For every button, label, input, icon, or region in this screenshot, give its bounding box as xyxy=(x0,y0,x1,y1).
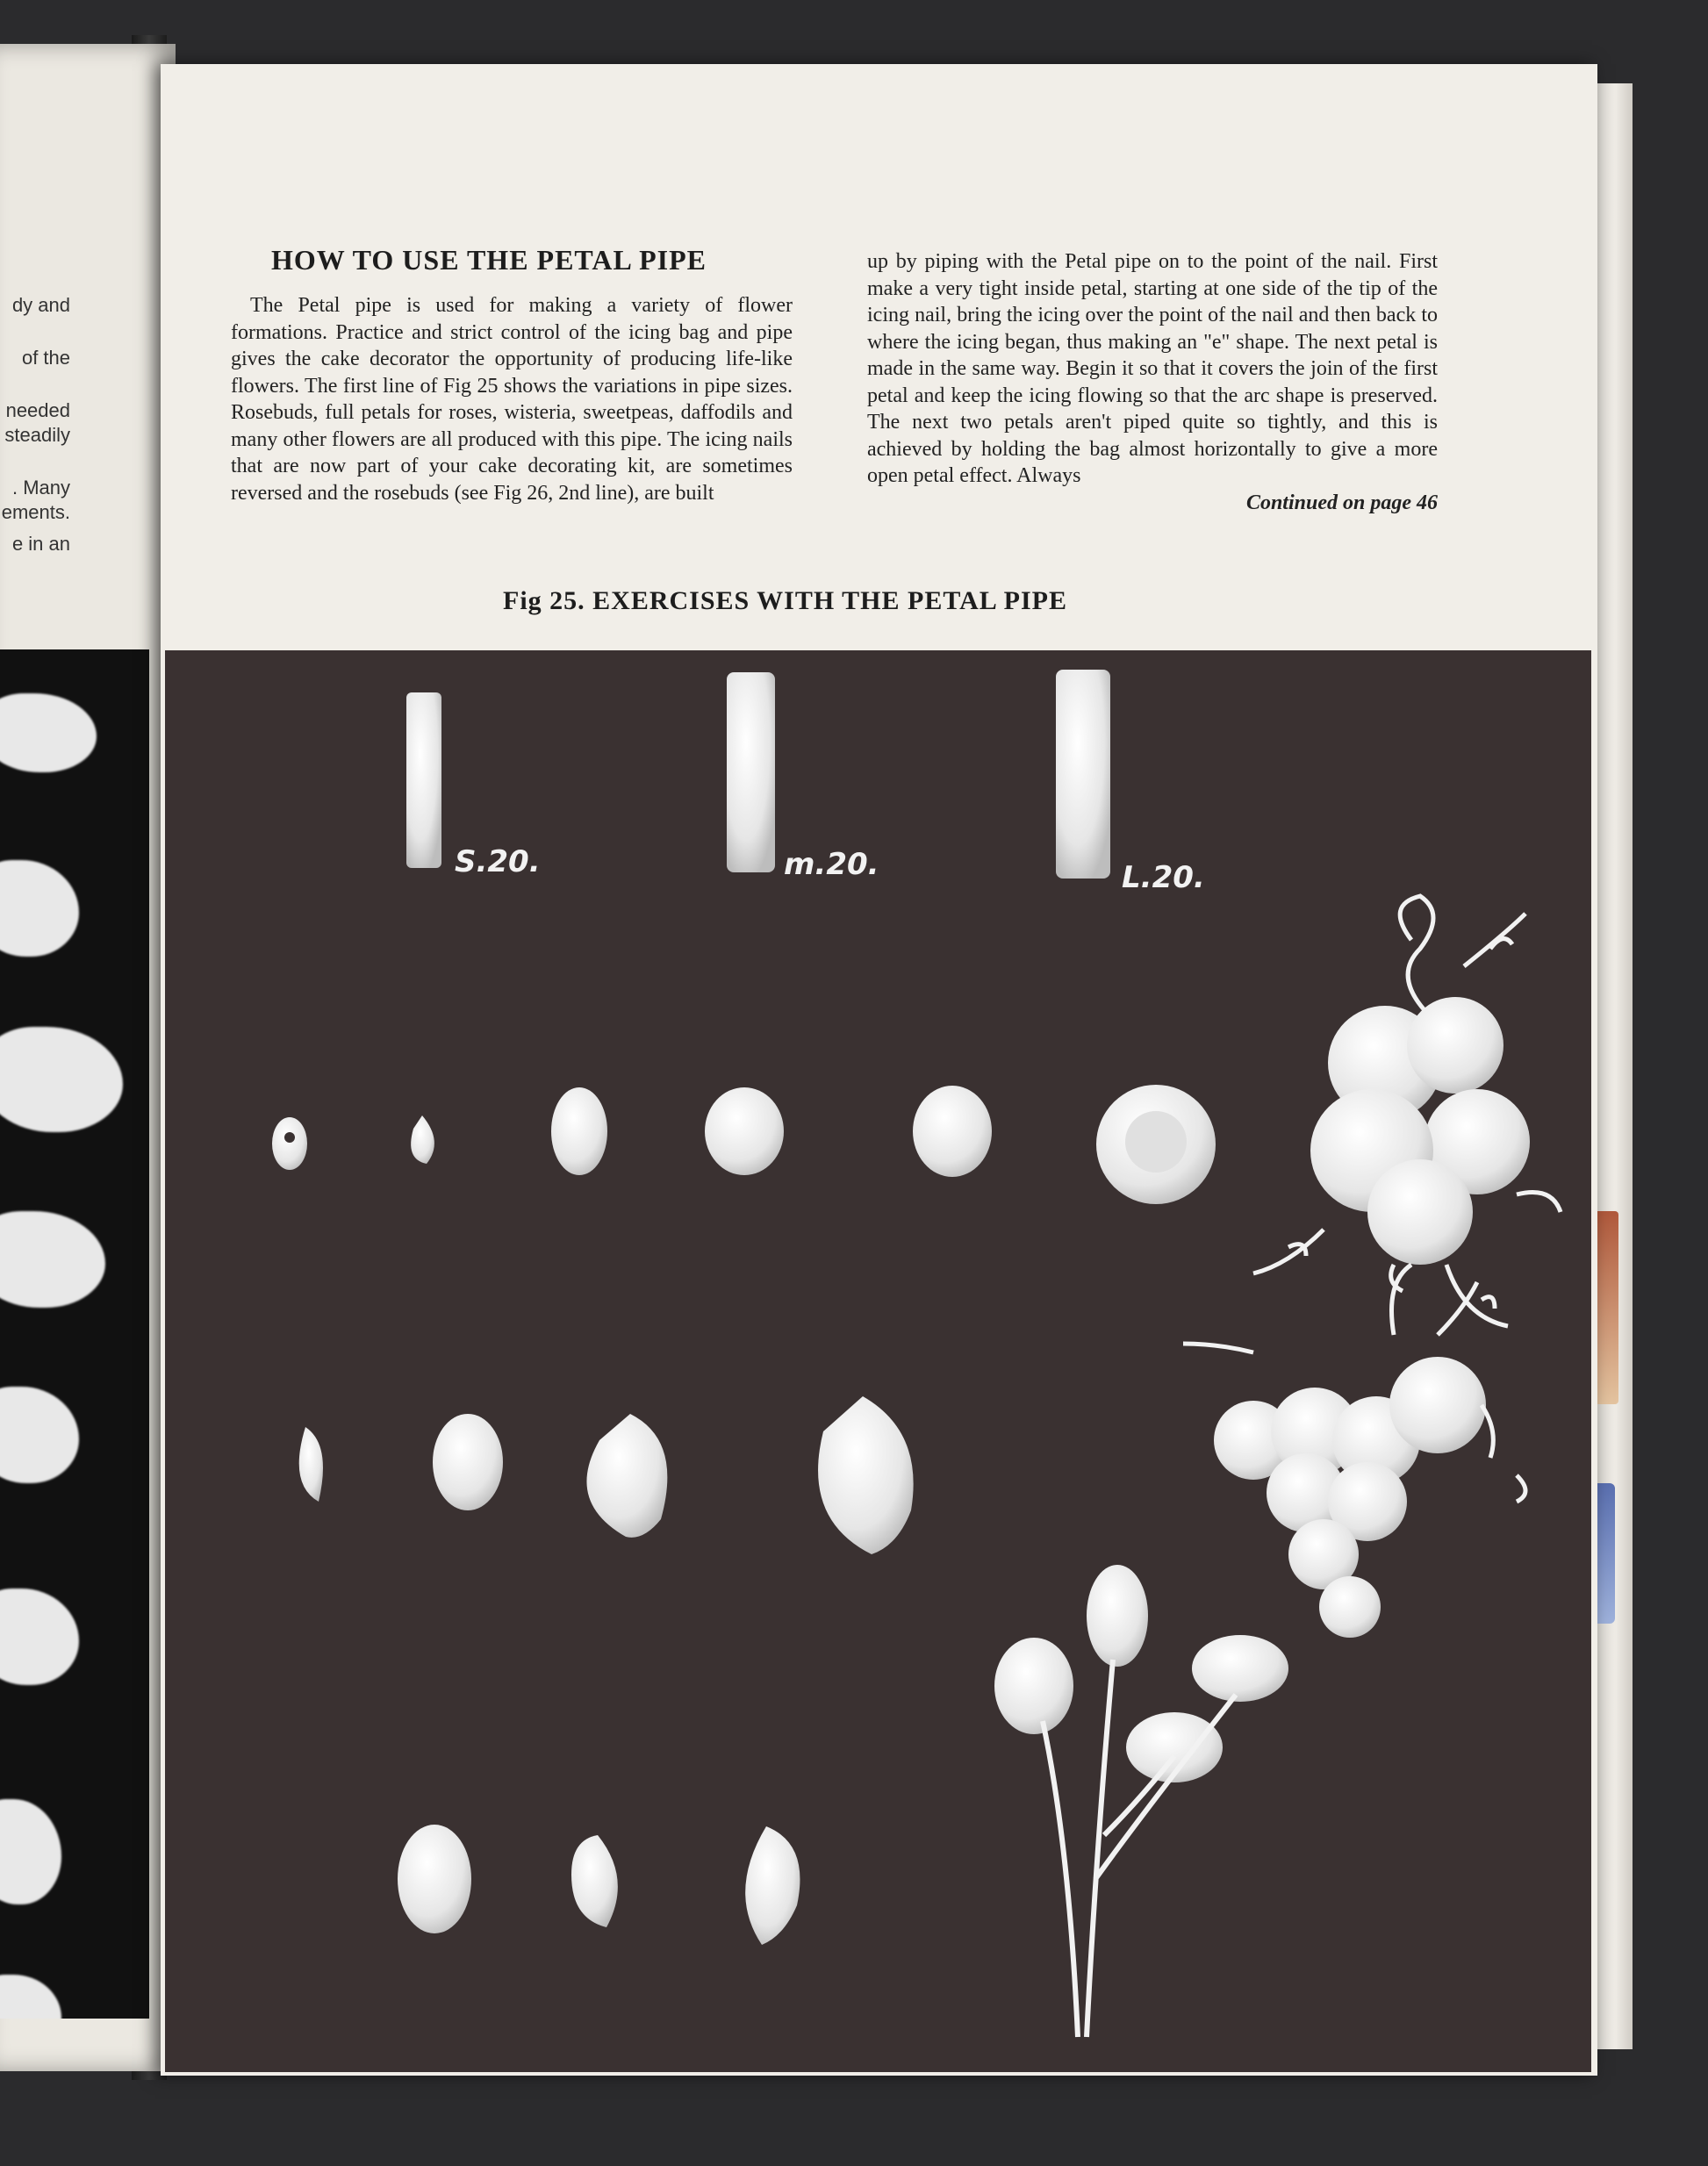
left-text-fragment: needed xyxy=(5,399,70,421)
left-text-fragment: steadily xyxy=(4,424,70,446)
figure-photo xyxy=(165,650,1591,2072)
grape-cluster xyxy=(1183,1265,1525,1638)
left-page-photo xyxy=(0,649,149,2019)
right-page xyxy=(161,64,1597,2076)
rose-cluster xyxy=(1253,896,1561,1326)
size-label-large: L.20. xyxy=(1122,860,1205,895)
text-column-right xyxy=(867,248,1438,515)
piped-bar-small xyxy=(406,692,441,868)
leaf-spray xyxy=(994,1565,1288,2037)
left-text-fragment: e in an xyxy=(11,533,70,555)
body-paragraph: The Petal pipe is used for making a variety of flower formations. Practice and strict control of the icing bag and pipe gives the cake decorator the opportunity of producing life-like flowers. The first line of Fig 25 shows the variations in pipe sizes. Rosebuds, full petals for roses, wisteria, sweetpeas, daffodils and many other flowers are all produced with this pipe. The icing nails that are now part of your cake decorating kit, are sometimes reversed and the rosebuds (see Fig 26, 2nd line), are built xyxy=(231,294,793,505)
body-paragraph: up by piping with the Petal pipe on to the point of the nail. First make a very tight inside petal, starting at one side of the tip of the icing nail, bring the icing over the point of the nail and then back to where the icing began, thus making an "e" shape. The next petal is made in the same way. Begin it so that it covers the join of the first petal and keep the icing flowing so that the arc shape is preserved. The next two petals aren't piped quite so tightly, and this is achieved by holding the bag almost horizontally to give a more open petal effect. Always xyxy=(867,250,1438,487)
left-text-fragment: . Many xyxy=(11,477,70,498)
left-text-fragment: dy and xyxy=(11,294,70,316)
figure-caption: Fig 25. EXERCISES WITH THE PETAL PIPE xyxy=(503,586,1067,615)
text-column-left xyxy=(231,244,793,506)
continued-note: Continued on page 46 xyxy=(1245,491,1438,514)
icing-exercises-illustration xyxy=(165,650,1591,2072)
left-text-fragment: of the xyxy=(21,347,70,369)
piped-bar-medium xyxy=(727,672,775,872)
size-label-small: S.20. xyxy=(455,844,541,879)
left-text-fragment: ements. xyxy=(1,501,70,523)
page-edges xyxy=(1597,83,1633,2049)
piped-bar-large xyxy=(1056,670,1110,879)
left-page xyxy=(0,44,176,2071)
size-label-medium: m.20. xyxy=(784,847,879,882)
article-heading: HOW TO USE THE PETAL PIPE xyxy=(271,244,707,276)
